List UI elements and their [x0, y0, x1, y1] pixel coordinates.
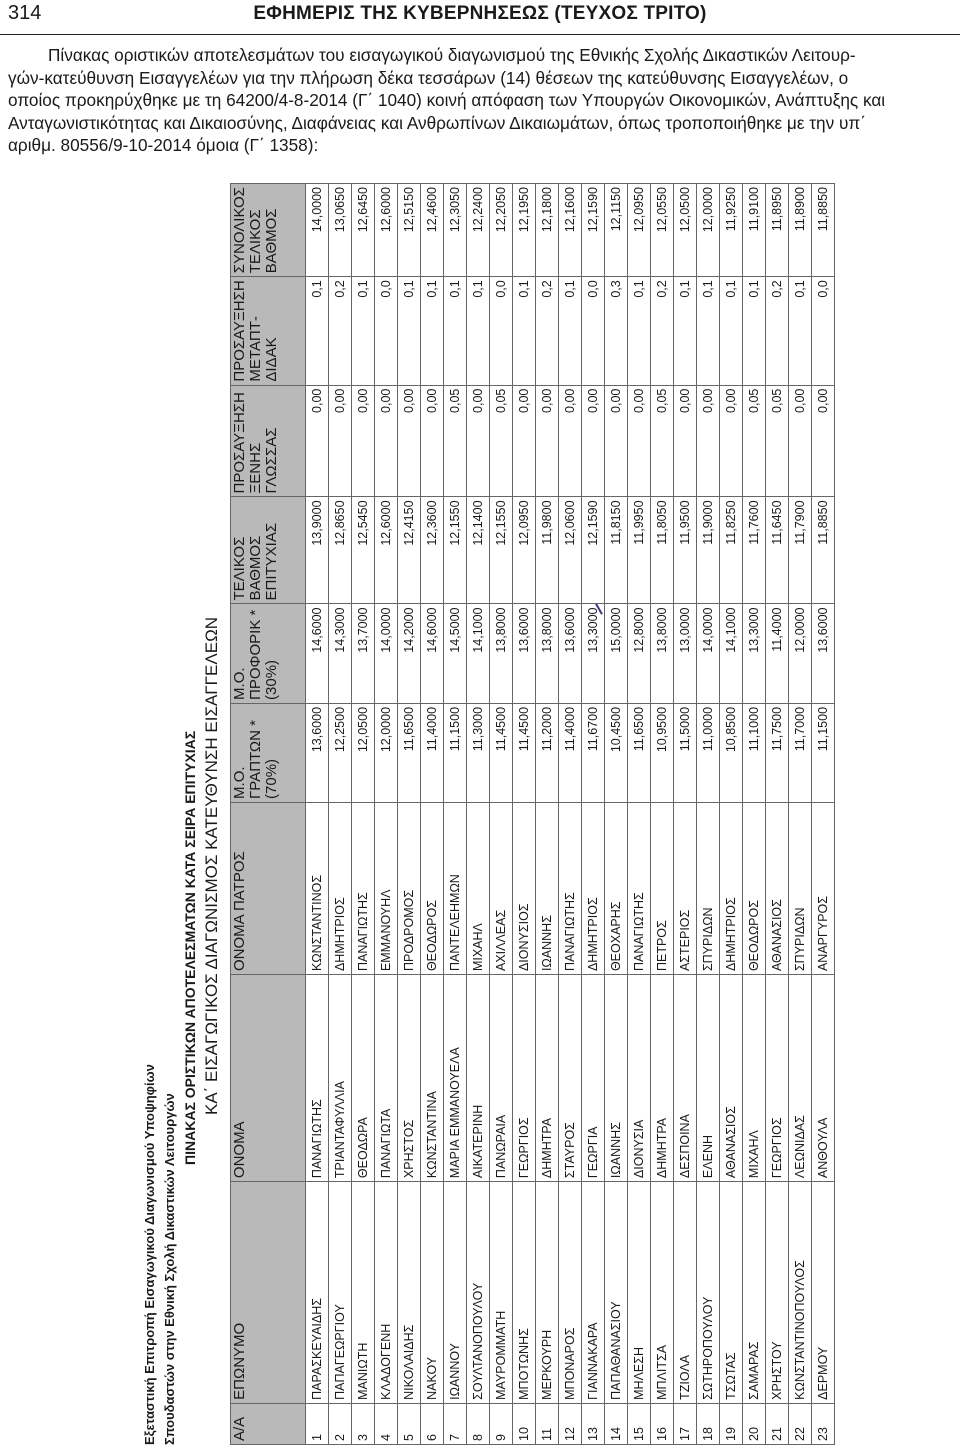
table-cell: 11 [536, 1403, 559, 1444]
table-cell: ΠΑΝΑΓΙΩΤΑ [375, 975, 398, 1182]
table-cell: 11,6700 [582, 703, 605, 802]
table-cell: 0,1 [674, 277, 697, 385]
rotated-table-page [138, 183, 828, 1445]
column-header: ΟΝΟΜΑ ΠΑΤΡΟΣ [231, 802, 306, 974]
table-cell: 0,1 [743, 277, 766, 385]
table-cell: ΠΑΝΑΓΙΩΤΗΣ [306, 975, 329, 1182]
table-cell: 12,5150 [398, 184, 421, 277]
table-cell: 12,0500 [674, 184, 697, 277]
table-cell: ΚΛΑΔΟΓΕΝΗ [375, 1182, 398, 1404]
table-cell: 0,3 [605, 277, 628, 385]
table-cell: 0,0 [812, 277, 835, 385]
table-cell: 14,3000 [329, 604, 352, 703]
table-cell: ΠΑΝΤΕΛΕΗΜΩΝ [444, 802, 467, 974]
table-cell: ΜΙΧΑΗΛ [743, 975, 766, 1182]
table-cell: 14 [605, 1403, 628, 1444]
table-cell: 13,8000 [490, 604, 513, 703]
table-cell: ΝΙΚΟΛΑΙΔΗΣ [398, 1182, 421, 1404]
table-cell: 0,00 [375, 385, 398, 497]
table-title: ΠΙΝΑΚΑΣ ΟΡΙΣΤΙΚΩΝ ΑΠΟΤΕΛΕΣΜΑΤΩΝ ΚΑΤΑ ΣΕΙΡΑ ΕΠΙΤΥΧΙΑΣ [182, 730, 198, 1165]
table-cell: 0,05 [743, 385, 766, 497]
table-row [513, 184, 536, 1445]
table-cell: 10 [513, 1403, 536, 1444]
table-cell: ΑΝΘΟΥΛΑ [812, 975, 835, 1182]
table-cell: 12,0000 [375, 703, 398, 802]
table-cell: 22 [789, 1403, 812, 1444]
table-cell: 12,0000 [789, 604, 812, 703]
table-cell: 11,4000 [766, 604, 789, 703]
table-cell: 11,3000 [467, 703, 490, 802]
table-cell: ΓΙΑΝΝΑΚΑΡΑ [582, 1182, 605, 1404]
table-cell: 13,8000 [536, 604, 559, 703]
table-cell: 0,1 [697, 277, 720, 385]
table-cell: 0,00 [582, 385, 605, 497]
table-cell: ΙΩΑΝΝΗΣ [605, 975, 628, 1182]
table-cell: 14,1000 [467, 604, 490, 703]
table-cell: 0,05 [766, 385, 789, 497]
table-cell: 0,0 [490, 277, 513, 385]
table-cell: 17 [674, 1403, 697, 1444]
committee-line: Σπουδαστών στην Εθνική Σχολή Δικαστικών Λειτουργών [162, 1093, 177, 1445]
table-cell: ΣΤΑΥΡΟΣ [559, 975, 582, 1182]
table-cell: 0,1 [559, 277, 582, 385]
table-cell: 20 [743, 1403, 766, 1444]
table-cell: 10,9500 [651, 703, 674, 802]
table-row [582, 184, 605, 1445]
table-cell: ΓΕΩΡΓΙΑ [582, 975, 605, 1182]
results-table [230, 183, 835, 1445]
table-cell: 0,0 [582, 277, 605, 385]
table-row [421, 184, 444, 1445]
table-cell: ΠΑΝΑΓΙΩΤΗΣ [352, 802, 375, 974]
table-cell: 11,6450 [766, 497, 789, 604]
table-cell: ΑΙΚΑΤΕΡΙΝΗ [467, 975, 490, 1182]
column-header: ΤΕΛΙΚΟΣ ΒΑΘΜΟΣ ΕΠΙΤΥΧΙΑΣ [231, 497, 306, 604]
table-cell: 12,4150 [398, 497, 421, 604]
table-row [352, 184, 375, 1445]
table-cell: ΑΘΑΝΑΣΙΟΣ [766, 802, 789, 974]
table-cell: 0,00 [421, 385, 444, 497]
table-cell: 12,1550 [444, 497, 467, 604]
table-cell: ΜΕΡΚΟΥΡΗ [536, 1182, 559, 1404]
column-header: ΕΠΩΝΥΜΟ [231, 1182, 306, 1404]
table-cell: ΣΩΤΗΡΟΠΟΥΛΟΥ [697, 1182, 720, 1404]
table-cell: 1 [306, 1403, 329, 1444]
table-cell: 0,00 [720, 385, 743, 497]
table-cell: ΘΕΟΧΑΡΗΣ [605, 802, 628, 974]
table-cell: 0,00 [398, 385, 421, 497]
table-cell: 12,8000 [628, 604, 651, 703]
table-cell: 11,5000 [674, 703, 697, 802]
table-cell: ΔΗΜΗΤΡΑ [651, 975, 674, 1182]
table-cell: 0,00 [513, 385, 536, 497]
table-cell: 12,6450 [352, 184, 375, 277]
table-cell: 0,1 [467, 277, 490, 385]
table-cell: 23 [812, 1403, 835, 1444]
table-cell: ΠΑΝΩΡΑΙΑ [490, 975, 513, 1182]
table-cell: ΜΑΡΙΑ ΕΜΜΑΝΟΥΕΛΑ [444, 975, 467, 1182]
table-cell: 12,4600 [421, 184, 444, 277]
table-row [444, 184, 467, 1445]
table-header-row [231, 184, 306, 1445]
table-cell: 0,00 [559, 385, 582, 497]
table-cell: 13,0650 [329, 184, 352, 277]
table-body [306, 184, 835, 1445]
table-row [766, 184, 789, 1445]
table-cell: 13,7000 [352, 604, 375, 703]
table-cell: 15 [628, 1403, 651, 1444]
scan-header [138, 183, 230, 1445]
table-cell: 0,05 [490, 385, 513, 497]
table-row [651, 184, 674, 1445]
table-row [674, 184, 697, 1445]
table-cell: 11,8900 [789, 184, 812, 277]
table-cell: 11,8250 [720, 497, 743, 604]
table-cell: ΘΕΟΔΩΡΟΣ [421, 802, 444, 974]
table-cell: 12,1550 [490, 497, 513, 604]
table-cell: ΣΠΥΡΙΔΩΝ [789, 802, 812, 974]
table-cell: 15,0000 [605, 604, 628, 703]
table-cell: 11,7000 [789, 703, 812, 802]
table-cell: 10,4500 [605, 703, 628, 802]
table-cell: 14,6000 [421, 604, 444, 703]
table-cell: ΤΣΩΤΑΣ [720, 1182, 743, 1404]
table-cell: ΕΜΜΑΝΟΥΗΛ [375, 802, 398, 974]
table-cell: ΓΕΩΡΓΙΟΣ [513, 975, 536, 1182]
table-cell: 18 [697, 1403, 720, 1444]
table-row [306, 184, 329, 1445]
table-cell: ΠΑΠΑΘΑΝΑΣΙΟΥ [605, 1182, 628, 1404]
table-cell: ΜΑΥΡΟΜΜΑΤΗ [490, 1182, 513, 1404]
table-cell: 0,1 [513, 277, 536, 385]
table-cell: 12,2400 [467, 184, 490, 277]
column-header: ΠΡΟΣΑΥΞΗΣΗ ΞΕΝΗΣ ΓΛΩΣΣΑΣ [231, 385, 306, 497]
table-cell: 12,1150 [605, 184, 628, 277]
table-cell: 11,9500 [674, 497, 697, 604]
table-cell: 14,0000 [697, 604, 720, 703]
page-number: 314 [8, 2, 42, 24]
table-cell: ΣΠΥΡΙΔΩΝ [697, 802, 720, 974]
table-row [375, 184, 398, 1445]
table-cell: 11,1500 [444, 703, 467, 802]
table-cell: ΑΝΑΡΓΥΡΟΣ [812, 802, 835, 974]
intro-line: αριθμ. 80556/9-10-2014 όμοια (Γ΄ 1358): [8, 135, 319, 155]
table-cell: 11,7500 [766, 703, 789, 802]
column-header: Α/Α [231, 1403, 306, 1444]
table-cell: 21 [766, 1403, 789, 1444]
table-cell: ΔΗΜΗΤΡΑ [536, 975, 559, 1182]
table-cell: 7 [444, 1403, 467, 1444]
table-cell: 4 [375, 1403, 398, 1444]
table-cell: 13,8000 [651, 604, 674, 703]
table-cell: 11,9950 [628, 497, 651, 604]
intro-line: οποίος προκηρύχθηκε με τη 64200/4-8-2014 (Γ΄ 1040) κοινή απόφαση των Υπουργών Οικονομικών, Ανάπτυξης και [8, 90, 886, 110]
table-row [789, 184, 812, 1445]
table-cell: 0,00 [789, 385, 812, 497]
table-cell: ΜΗΛΕΣΗ [628, 1182, 651, 1404]
table-cell: 0,00 [674, 385, 697, 497]
table-cell: 12,6000 [375, 184, 398, 277]
table-cell: ΜΑΝΙΩΤΗ [352, 1182, 375, 1404]
table-cell: 0,1 [444, 277, 467, 385]
table-cell: 12,0950 [628, 184, 651, 277]
table-row [720, 184, 743, 1445]
table-cell: 0,05 [444, 385, 467, 497]
table-cell: ΠΑΡΑΣΚΕΥΑΙΔΗΣ [306, 1182, 329, 1404]
table-cell: 0,2 [536, 277, 559, 385]
table-cell: 12 [559, 1403, 582, 1444]
table-cell: ΜΠΟΤΩΝΗΣ [513, 1182, 536, 1404]
table-cell: 11,9100 [743, 184, 766, 277]
table-cell: 12,0000 [697, 184, 720, 277]
committee-name [140, 1064, 180, 1445]
table-cell: 11,4000 [559, 703, 582, 802]
table-cell: 11,1000 [743, 703, 766, 802]
intro-paragraph [8, 44, 952, 157]
table-cell: 13,6000 [513, 604, 536, 703]
table-cell: ΤΡΙΑΝΤΑΦΥΛΛΙΑ [329, 975, 352, 1182]
table-cell: 13,0000 [674, 604, 697, 703]
table-cell: 13 [582, 1403, 605, 1444]
gazette-title: ΕΦΗΜΕΡΙΣ ΤΗΣ ΚΥΒΕΡΝΗΣΕΩΣ (ΤΕΥΧΟΣ ΤΡΙΤΟ) [253, 3, 707, 24]
table-cell: ΑΣΤΕΡΙΟΣ [674, 802, 697, 974]
table-cell: 0,00 [306, 385, 329, 497]
table-cell: 12,0550 [651, 184, 674, 277]
table-cell: 8 [467, 1403, 490, 1444]
table-cell: 0,00 [628, 385, 651, 497]
table-cell: 9 [490, 1403, 513, 1444]
table-cell: 11,4000 [421, 703, 444, 802]
header-rule [0, 34, 960, 35]
table-cell: 0,1 [628, 277, 651, 385]
table-cell: ΜΠΟΝΑΡΟΣ [559, 1182, 582, 1404]
table-row [536, 184, 559, 1445]
table-cell: 0,1 [720, 277, 743, 385]
scanned-table-image [138, 183, 828, 1445]
table-cell: ΠΕΤΡΟΣ [651, 802, 674, 974]
table-cell: ΔΗΜΗΤΡΙΟΣ [329, 802, 352, 974]
table-cell: ΤΖΙΟΛΑ [674, 1182, 697, 1404]
table-cell: ΣΑΜΑΡΑΣ [743, 1182, 766, 1404]
table-row [490, 184, 513, 1445]
table-cell: 11,2000 [536, 703, 559, 802]
column-header: ΟΝΟΜΑ [231, 975, 306, 1182]
table-cell: ΔΗΜΗΤΡΙΟΣ [720, 802, 743, 974]
table-cell: 6 [421, 1403, 444, 1444]
table-cell: ΧΡΗΣΤΟΣ [398, 975, 421, 1182]
table-cell: ΠΑΠΑΓΕΩΡΓΙΟΥ [329, 1182, 352, 1404]
table-cell: 14,1000 [720, 604, 743, 703]
table-cell: 16 [651, 1403, 674, 1444]
table-cell: 5 [398, 1403, 421, 1444]
table-cell: 0,2 [329, 277, 352, 385]
table-cell: ΔΙΟΝΥΣΙΟΣ [513, 802, 536, 974]
table-cell: 12,3050 [444, 184, 467, 277]
table-row [467, 184, 490, 1445]
table-cell: ΚΩΝΣΤΑΝΤΙΝΟΣ [306, 802, 329, 974]
table-cell: 11,6500 [398, 703, 421, 802]
table-cell: ΙΩΑΝΝΟΥ [444, 1182, 467, 1404]
table-cell: 0,00 [352, 385, 375, 497]
table-row [398, 184, 421, 1445]
table-cell: ΜΙΧΑΗΛ [467, 802, 490, 974]
table-cell: 0,1 [421, 277, 444, 385]
table-cell: 0,1 [789, 277, 812, 385]
table-row [605, 184, 628, 1445]
table-cell: 0,2 [766, 277, 789, 385]
table-cell: ΙΩΑΝΝΗΣ [536, 802, 559, 974]
table-cell: 11,8150 [605, 497, 628, 604]
table-cell: 14,0000 [306, 184, 329, 277]
table-cell: ΔΙΟΝΥΣΙΑ [628, 975, 651, 1182]
table-cell: 12,0600 [559, 497, 582, 604]
table-cell: 0,1 [306, 277, 329, 385]
table-cell: 13,6000 [559, 604, 582, 703]
table-cell: 12,1600 [559, 184, 582, 277]
table-cell: 0,00 [467, 385, 490, 497]
table-cell: 11,7600 [743, 497, 766, 604]
table-cell: 12,1800 [536, 184, 559, 277]
table-cell: 11,0000 [697, 703, 720, 802]
table-cell: 11,1500 [812, 703, 835, 802]
table-cell: 12,2500 [329, 703, 352, 802]
table-cell: ΓΕΩΡΓΙΟΣ [766, 975, 789, 1182]
table-cell: 12,2050 [490, 184, 513, 277]
table-cell: 3 [352, 1403, 375, 1444]
table-cell: 2 [329, 1403, 352, 1444]
table-cell: 11,8850 [812, 184, 835, 277]
table-cell: 13,3000 [582, 604, 605, 703]
table-cell: 11,8950 [766, 184, 789, 277]
table-cell: 14,2000 [398, 604, 421, 703]
table-cell: ΠΡΟΔΡΟΜΟΣ [398, 802, 421, 974]
table-cell: ΔΗΜΗΤΡΙΟΣ [582, 802, 605, 974]
committee-line: Εξεταστική Επιτροπή Εισαγωγικού Διαγωνισμού Υποψηφίων [142, 1064, 157, 1445]
table-cell: ΘΕΟΔΩΡΑ [352, 975, 375, 1182]
table-cell: ΣΟΥΛΤΑΝΟΠΟΥΛΟΥ [467, 1182, 490, 1404]
table-cell: 11,8850 [812, 497, 835, 604]
table-cell: ΚΩΝΣΤΑΝΤΙΝΟΠΟΥΛΟΣ [789, 1182, 812, 1404]
intro-line: Ανταγωνιστικότητας και Δικαιοσύνης, Διαφάνειας και Ανθρωπίνων Δικαιωμάτων, όπως τροποποιήθηκε με την υπ΄ [8, 112, 866, 133]
table-cell: 12,1590 [582, 497, 605, 604]
table-cell: 0,00 [329, 385, 352, 497]
table-cell: ΝΑΚΟΥ [421, 1182, 444, 1404]
table-cell: ΔΕΡΜΟΥ [812, 1182, 835, 1404]
table-cell: 11,9800 [536, 497, 559, 604]
table-cell: 14,0000 [375, 604, 398, 703]
table-row [628, 184, 651, 1445]
table-row [697, 184, 720, 1445]
table-cell: 0,00 [605, 385, 628, 497]
table-cell: 11,9250 [720, 184, 743, 277]
table-cell: ΠΑΝΑΓΙΩΤΗΣ [628, 802, 651, 974]
table-cell: 0,2 [651, 277, 674, 385]
table-cell: 12,8650 [329, 497, 352, 604]
table-cell: ΠΑΝΑΓΙΩΤΗΣ [559, 802, 582, 974]
column-header: ΣΥΝΟΛΙΚΟΣ ΤΕΛΙΚΟΣ ΒΑΘΜΟΣ [231, 184, 306, 277]
table-cell: 0,0 [375, 277, 398, 385]
table-cell: 0,05 [651, 385, 674, 497]
table-row [812, 184, 835, 1445]
table-cell: 14,6000 [306, 604, 329, 703]
table-cell: 13,6000 [812, 604, 835, 703]
table-cell: 12,5450 [352, 497, 375, 604]
table-cell: ΧΡΗΣΤΟΥ [766, 1182, 789, 1404]
column-header: ΠΡΟΣΑΥΞΗΣΗ ΜΕΤΑΠΤ-ΔΙΔΑΚ [231, 277, 306, 385]
table-cell: ΛΕΩΝΙΔΑΣ [789, 975, 812, 1182]
table-cell: 12,6000 [375, 497, 398, 604]
table-cell: ΑΧΙΛΛΕΑΣ [490, 802, 513, 974]
table-cell: 12,1400 [467, 497, 490, 604]
table-cell: 12,0500 [352, 703, 375, 802]
table-cell: ΚΩΝΣΤΑΝΤΙΝΑ [421, 975, 444, 1182]
table-cell: 0,1 [398, 277, 421, 385]
table-cell: 13,9000 [306, 497, 329, 604]
table-cell: 0,00 [812, 385, 835, 497]
table-cell: 0,00 [536, 385, 559, 497]
table-row [743, 184, 766, 1445]
intro-line: γών-κατεύθυνση Εισαγγελέων για την πλήρωση δέκα τεσσάρων (14) θέσεων της κατεύθυνσης Εισαγγελέων, ο [8, 67, 849, 88]
table-cell: ΜΠΛΙΤΣΑ [651, 1182, 674, 1404]
table-cell: 13,3000 [743, 604, 766, 703]
table-cell: 11,8050 [651, 497, 674, 604]
table-cell: 19 [720, 1403, 743, 1444]
table-cell: 10,8500 [720, 703, 743, 802]
table-cell: 12,3600 [421, 497, 444, 604]
column-header: Μ.Ο. ΠΡΟΦΟΡΙΚ *(30%) [231, 604, 306, 703]
table-cell: 14,5000 [444, 604, 467, 703]
table-cell: 0,1 [352, 277, 375, 385]
table-cell: ΘΕΟΔΩΡΟΣ [743, 802, 766, 974]
table-cell: 11,4500 [490, 703, 513, 802]
table-cell: 13,6000 [306, 703, 329, 802]
table-cell: ΑΘΑΝΑΣΙΟΣ [720, 975, 743, 1182]
table-cell: ΕΛΕΝΗ [697, 975, 720, 1182]
table-cell: 12,1950 [513, 184, 536, 277]
table-cell: ΔΕΣΠΟΙΝΑ [674, 975, 697, 1182]
table-cell: 12,0950 [513, 497, 536, 604]
table-cell: 11,7900 [789, 497, 812, 604]
table-cell: 12,1590 [582, 184, 605, 277]
table-row [329, 184, 352, 1445]
table-cell: 11,6500 [628, 703, 651, 802]
table-cell: 11,9000 [697, 497, 720, 604]
table-cell: 0,00 [697, 385, 720, 497]
column-header: Μ.Ο. ΓΡΑΠΤΩΝ *(70%) [231, 703, 306, 802]
table-subtitle: ΚΑ΄ ΕΙΣΑΓΩΓΙΚΟΣ ΔΙΑΓΩΝΙΣΜΟΣ ΚΑΤΕΥΘΥΝΣΗ ΕΙΣΑΓΓΕΛΕΩΝ [202, 616, 221, 1115]
table-cell: 11,4500 [513, 703, 536, 802]
table-row [559, 184, 582, 1445]
intro-line: Πίνακας οριστικών αποτελεσμάτων του εισαγωγικού διαγωνισμού της Εθνικής Σχολής Δικαστικών Λειτουρ- [48, 45, 856, 65]
